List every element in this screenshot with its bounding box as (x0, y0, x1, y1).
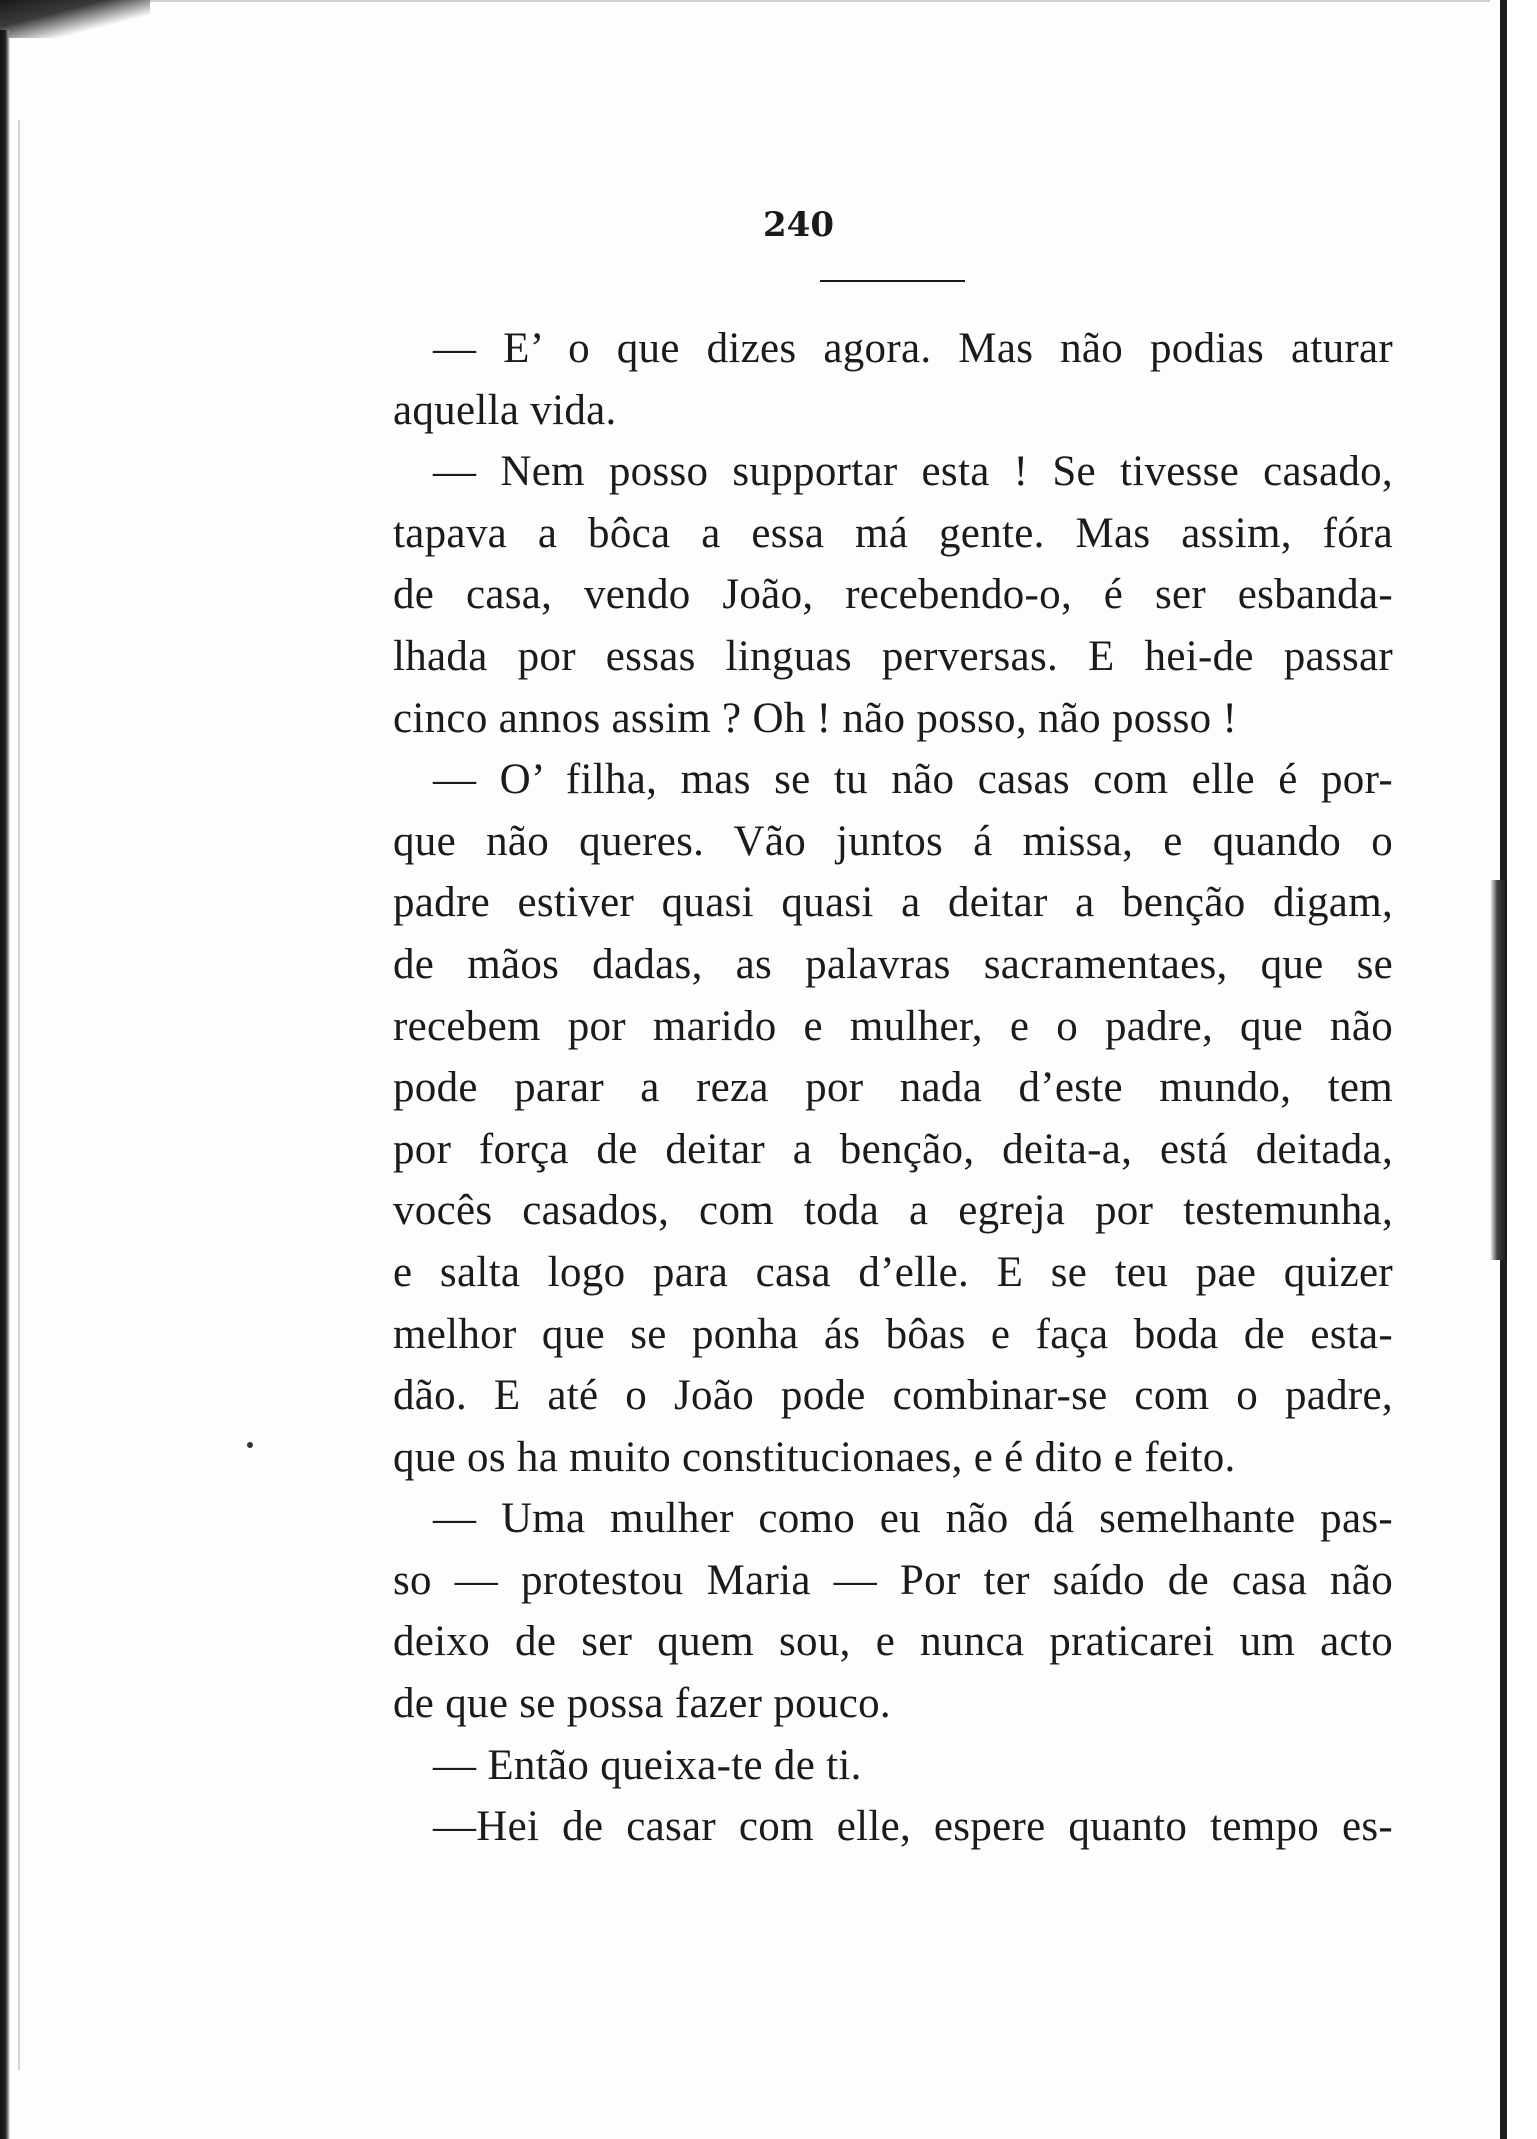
text-line: — O’ filha, mas se tu não casas com elle é por- (433, 756, 1393, 804)
text-line: pode parar a reza por nada d’este mundo, tem (393, 1064, 1393, 1112)
scan-shadow-top-left (0, 0, 150, 38)
text-line: e salta logo para casa d’elle. E se teu pae quizer (393, 1248, 1393, 1296)
text-line: de que se possa fazer pouco. (393, 1680, 891, 1728)
scan-margin-right (1507, 0, 1537, 2139)
scan-edge-right-shadow (1490, 880, 1508, 1260)
scan-edge-left (0, 30, 10, 2139)
text-line: so — protestou Maria — Por ter saído de casa não (393, 1556, 1393, 1604)
text-line: dão. E até o João pode combinar-se com o padre, (393, 1372, 1393, 1420)
text-line: cinco annos assim ? Oh ! não posso, não posso ! (393, 694, 1238, 742)
text-line: tapava a bôca a essa má gente. Mas assim, fóra (393, 509, 1393, 557)
page-number: 240 (763, 205, 834, 245)
text-line: deixo de ser quem sou, e nunca praticarei um acto (393, 1618, 1393, 1666)
ink-speck (247, 1442, 253, 1448)
header-rule (820, 280, 965, 282)
text-line: melhor que se ponha ás bôas e faça boda de esta- (393, 1310, 1393, 1358)
scan-edge-top (150, 0, 1490, 2)
body-text (393, 318, 1393, 1858)
text-line: — E’ o que dizes agora. Mas não podias aturar (433, 325, 1393, 372)
text-line: de casa, vendo João, recebendo-o, é ser esbanda- (393, 571, 1393, 619)
text-line: de mãos dadas, as palavras sacramentaes, que se (393, 940, 1393, 988)
text-line: — Nem posso supportar esta ! Se tivesse casado, (433, 448, 1393, 496)
text-line: —Hei de casar com elle, espere quanto tempo es- (433, 1803, 1393, 1851)
text-line: aquella vida. (393, 386, 617, 434)
text-line: recebem por marido e mulher, e o padre, que não (393, 1002, 1393, 1050)
text-line: que os ha muito constitucionaes, e é dito e feito. (393, 1433, 1236, 1481)
text-line: por força de deitar a benção, deita-a, está deitada, (393, 1125, 1393, 1173)
scan-gutter-line (18, 120, 20, 2070)
text-line: vocês casados, com toda a egreja por testemunha, (393, 1187, 1393, 1235)
text-line: que não queres. Vão juntos á missa, e quando o (393, 817, 1393, 865)
text-line: padre estiver quasi quasi a deitar a benção digam, (393, 879, 1393, 927)
text-line: — Então queixa-te de ti. (433, 1741, 862, 1789)
text-line: lhada por essas linguas perversas. E hei-de passar (393, 632, 1393, 680)
text-line: — Uma mulher como eu não dá semelhante pas- (433, 1495, 1393, 1543)
